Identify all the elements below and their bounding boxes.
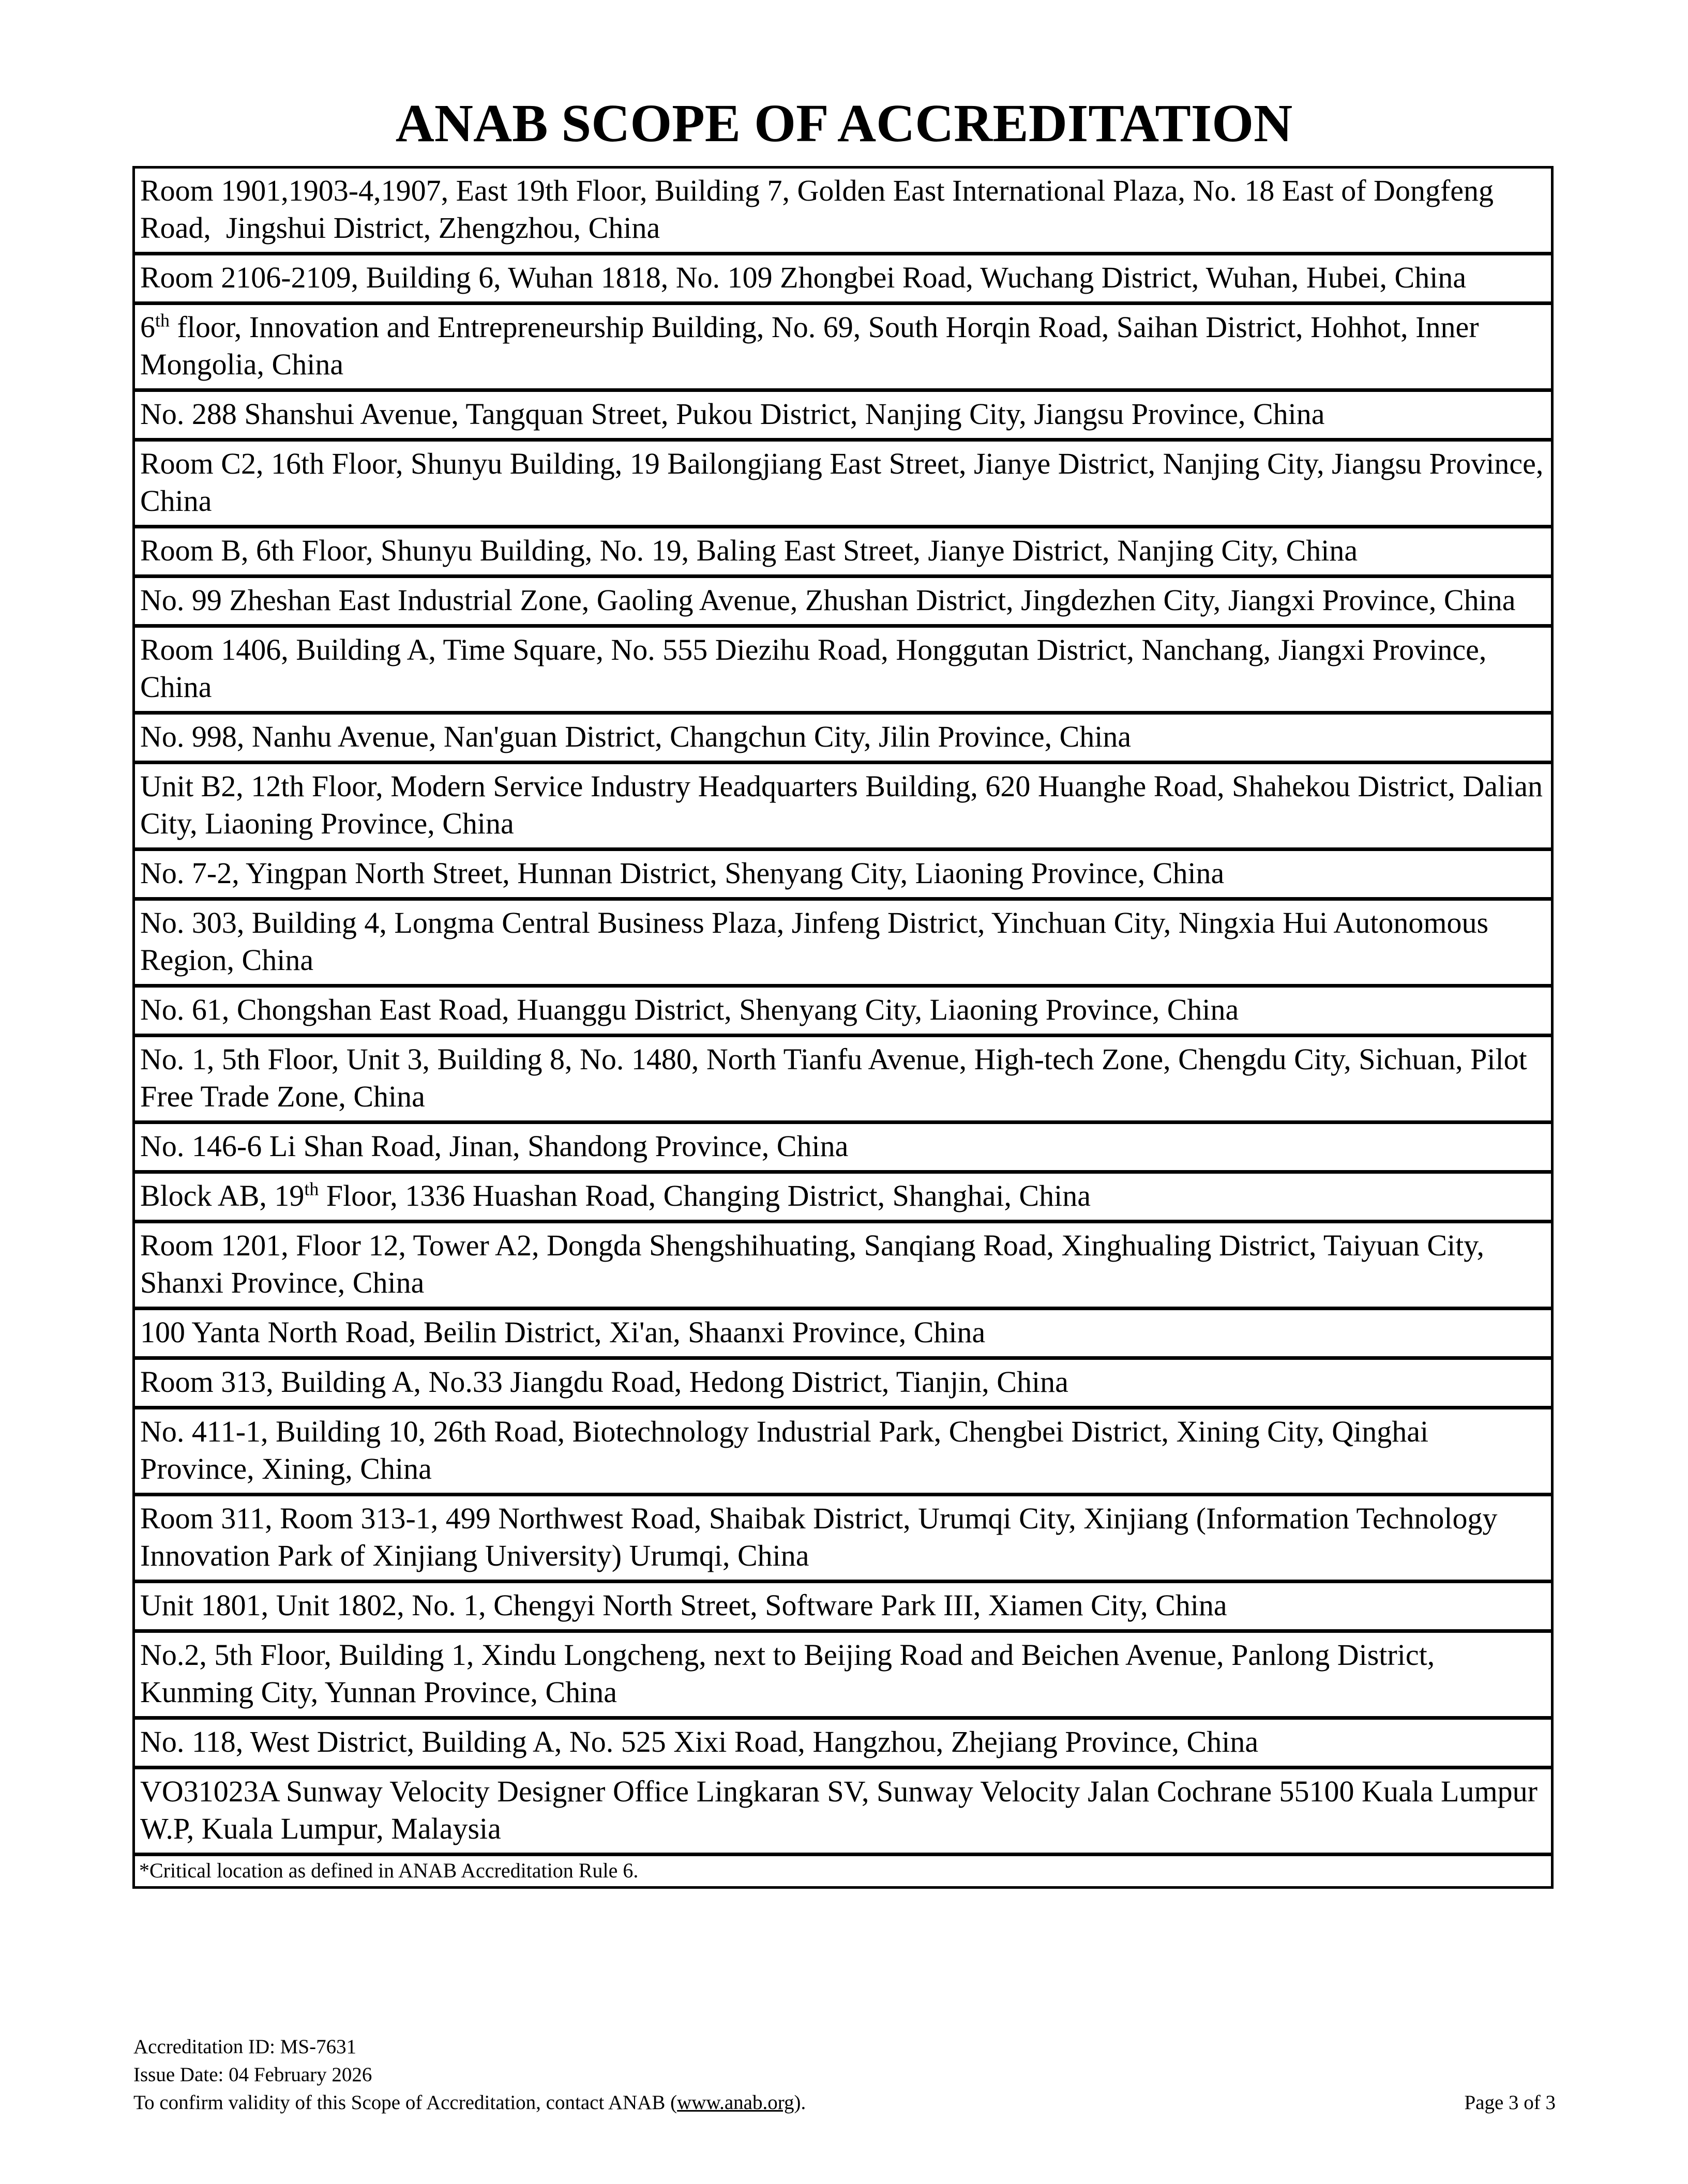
confirm-validity-text [133,2089,806,2117]
address-row: No. 411-1, Building 10, 26th Road, Biotechnology Industrial Park, Chengbei District, Xining City, Qinghai Province, Xining, China [135,1406,1551,1493]
page-number: Page 3 of 3 [1464,2091,1556,2114]
address-row: No. 998, Nanhu Avenue, Nan'guan District, Changchun City, Jilin Province, China [135,711,1551,761]
address-row: No.2, 5th Floor, Building 1, Xindu Longcheng, next to Beijing Road and Beichen Avenue, Panlong District, Kunming City, Yunnan Province, China [135,1629,1551,1716]
address-row: Room 311, Room 313-1, 499 Northwest Road, Shaibak District, Urumqi City, Xinjiang (Information Technology Innovation Park of Xinjiang University) Urumqi, China [135,1493,1551,1580]
issue-date: Issue Date: 04 February 2026 [133,2064,372,2086]
address-row: Block AB, 19th Floor, 1336 Huashan Road, Changing District, Shanghai, China [135,1170,1551,1220]
accredited-locations-table [132,166,1554,1889]
address-row: Room 1406, Building A, Time Square, No. 555 Diezihu Road, Honggutan District, Nanchang, Jiangxi Province, China [135,624,1551,711]
address-row: Room 2106-2109, Building 6, Wuhan 1818, No. 109 Zhongbei Road, Wuchang District, Wuhan, Hubei, China [135,252,1551,301]
confirm-validity-prefix: To confirm validity of this Scope of Accreditation, contact ANAB ( [133,2091,677,2114]
footer-bottom-line [133,2089,1556,2117]
address-row: No. 7-2, Yingpan North Street, Hunnan District, Shenyang City, Liaoning Province, China [135,847,1551,897]
address-row: No. 99 Zheshan East Industrial Zone, Gaoling Avenue, Zhushan District, Jingdezhen City, Jiangxi Province, China [135,574,1551,624]
address-row: No. 1, 5th Floor, Unit 3, Building 8, No. 1480, North Tianfu Avenue, High-tech Zone, Chengdu City, Sichuan, Pilot Free Trade Zone, China [135,1034,1551,1120]
confirm-validity-suffix: ). [794,2091,806,2114]
address-row: No. 303, Building 4, Longma Central Business Plaza, Jinfeng District, Yinchuan City, Ningxia Hui Autonomous Region, China [135,897,1551,984]
address-row: Room 1901,1903-4,1907, East 19th Floor, Building 7, Golden East International Plaza, No. 18 East of Dongfeng Road, Jingshui District, Zhengzhou, China [140,174,1501,245]
address-row: 100 Yanta North Road, Beilin District, Xi'an, Shaanxi Province, China [135,1307,1551,1356]
address-row: Room 1201, Floor 12, Tower A2, Dongda Shengshihuating, Sanqiang Road, Xinghualing District, Taiyuan City, Shanxi Province, China [135,1220,1551,1307]
page-footer [133,2033,1556,2117]
address-row: Unit B2, 12th Floor, Modern Service Industry Headquarters Building, 620 Huanghe Road, Shahekou District, Dalian City, Liaoning Province, China [135,761,1551,847]
address-row: No. 118, West District, Building A, No. 525 Xixi Road, Hangzhou, Zhejiang Province, China [135,1716,1551,1766]
critical-location-note-row: *Critical location as defined in ANAB Accreditation Rule 6. [135,1853,1551,1886]
ordinal-superscript: th [155,310,170,331]
page-title: ANAB SCOPE OF ACCREDITATION [395,94,1293,153]
address-row: No. 146-6 Li Shan Road, Jinan, Shandong Province, China [135,1120,1551,1170]
address-row: 6th floor, Innovation and Entrepreneurship Building, No. 69, South Horqin Road, Saihan District, Hohhot, Inner Mongolia, China [135,301,1551,388]
ordinal-superscript: th [304,1178,319,1200]
address-row: No. 61, Chongshan East Road, Huanggu District, Shenyang City, Liaoning Province, China [135,984,1551,1034]
accreditation-id: Accreditation ID: MS-7631 [133,2036,357,2058]
address-row: VO31023A Sunway Velocity Designer Office Lingkaran SV, Sunway Velocity Jalan Cochrane 55100 Kuala Lumpur W.P, Kuala Lumpur, Malaysia [135,1766,1551,1853]
anab-website-link[interactable]: www.anab.org [677,2091,794,2114]
address-row: Room B, 6th Floor, Shunyu Building, No. 19, Baling East Street, Jianye District, Nanjing City, China [135,525,1551,574]
address-row: Room C2, 16th Floor, Shunyu Building, 19 Bailongjiang East Street, Jianye District, Nanjing City, Jiangsu Province, China [135,438,1551,525]
address-row: No. 288 Shanshui Avenue, Tangquan Street, Pukou District, Nanjing City, Jiangsu Province, China [135,388,1551,438]
address-row: Room 313, Building A, No.33 Jiangdu Road, Hedong District, Tianjin, China [135,1356,1551,1406]
address-row: Unit 1801, Unit 1802, No. 1, Chengyi North Street, Software Park III, Xiamen City, China [135,1580,1551,1629]
